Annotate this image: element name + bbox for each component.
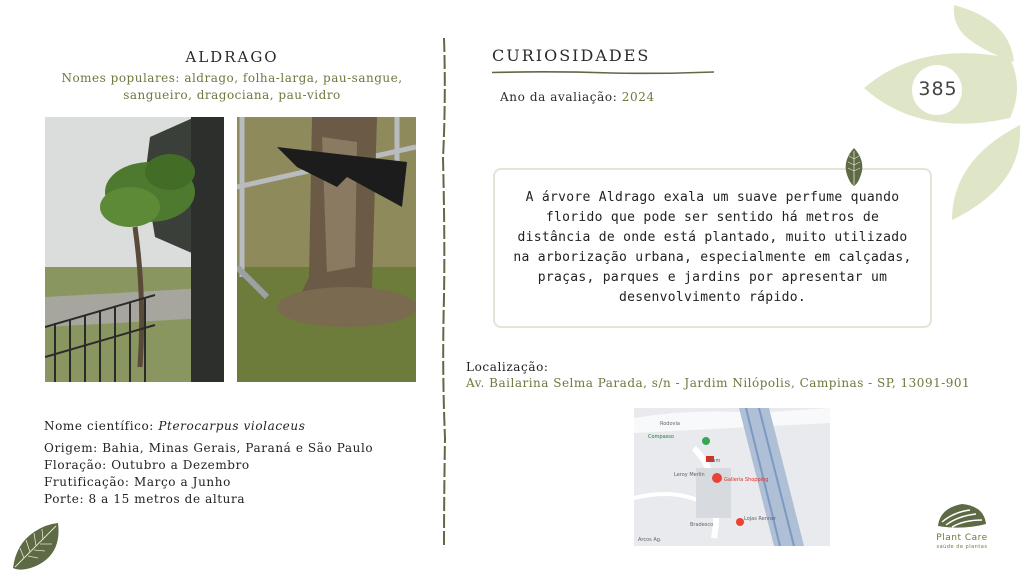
leaf-icon-bottom (10, 520, 62, 572)
svg-text:Rodovia: Rodovia (660, 421, 680, 427)
flowering: Floração: Outubro a Dezembro (44, 458, 250, 472)
size: Porte: 8 a 15 metros de altura (44, 492, 246, 506)
map-label-fam: Fam (710, 458, 721, 464)
record-number-badge: 385 (918, 78, 958, 100)
brand-name: Plant Care (936, 533, 988, 543)
evaluation-year-value: 2024 (621, 90, 655, 104)
map-label-galleria: Galleria Shopping (724, 477, 769, 483)
vertical-divider (440, 38, 448, 548)
species-title: ALDRAGO (185, 48, 279, 66)
map-label-arcos: Arcos Ag. (638, 537, 662, 543)
scientific-name-line (44, 418, 373, 435)
scientific-name: Pterocarpus violaceus (158, 419, 306, 433)
trunk-photo (237, 117, 416, 382)
curiosities-title: CURIOSIDADES (492, 46, 651, 65)
species-facts (44, 418, 373, 508)
map-label-compasso: Compasso (648, 434, 674, 440)
evaluation-year (500, 90, 655, 104)
map-label-bradesco: Bradesco (690, 522, 714, 528)
map-label-renner: Lojas Renner (744, 516, 777, 522)
fruiting: Frutificação: Março a Junho (44, 475, 231, 489)
brand-tagline: saúde de plantas (936, 544, 988, 550)
location-address[interactable]: Av. Bailarina Selma Parada, s/n - Jardim Nilópolis, Campinas - SP, 13091-901 (466, 376, 971, 390)
location-map[interactable] (634, 408, 830, 546)
tree-photo (45, 117, 224, 382)
popular-names-value: aldrago, folha-larga, pau-sangue, sangueiro, dragociana, pau-vidro (123, 71, 403, 102)
popular-names (40, 70, 424, 104)
evaluation-year-label: Ano da avaliação: (500, 90, 618, 104)
curiosity-text: A árvore Aldrago exala um suave perfume quando florido que pode ser sentido há metros de distância de onde está plantado, muito utilizado na arborização urbana, especialmente em calçadas, praças, parques e jardins por apresentar um desenvolvimento rápido. (513, 190, 912, 305)
popular-names-label: Nomes populares: (61, 71, 180, 85)
leaf-decoration (860, 0, 1024, 225)
map-label-leroy: Leroy Merlin (674, 472, 705, 478)
location-label: Localização: (466, 360, 549, 374)
scientific-name-label: Nome científico: (44, 419, 154, 433)
origin: Origem: Bahia, Minas Gerais, Paraná e São Paulo (44, 441, 374, 455)
title-underline (492, 70, 714, 75)
